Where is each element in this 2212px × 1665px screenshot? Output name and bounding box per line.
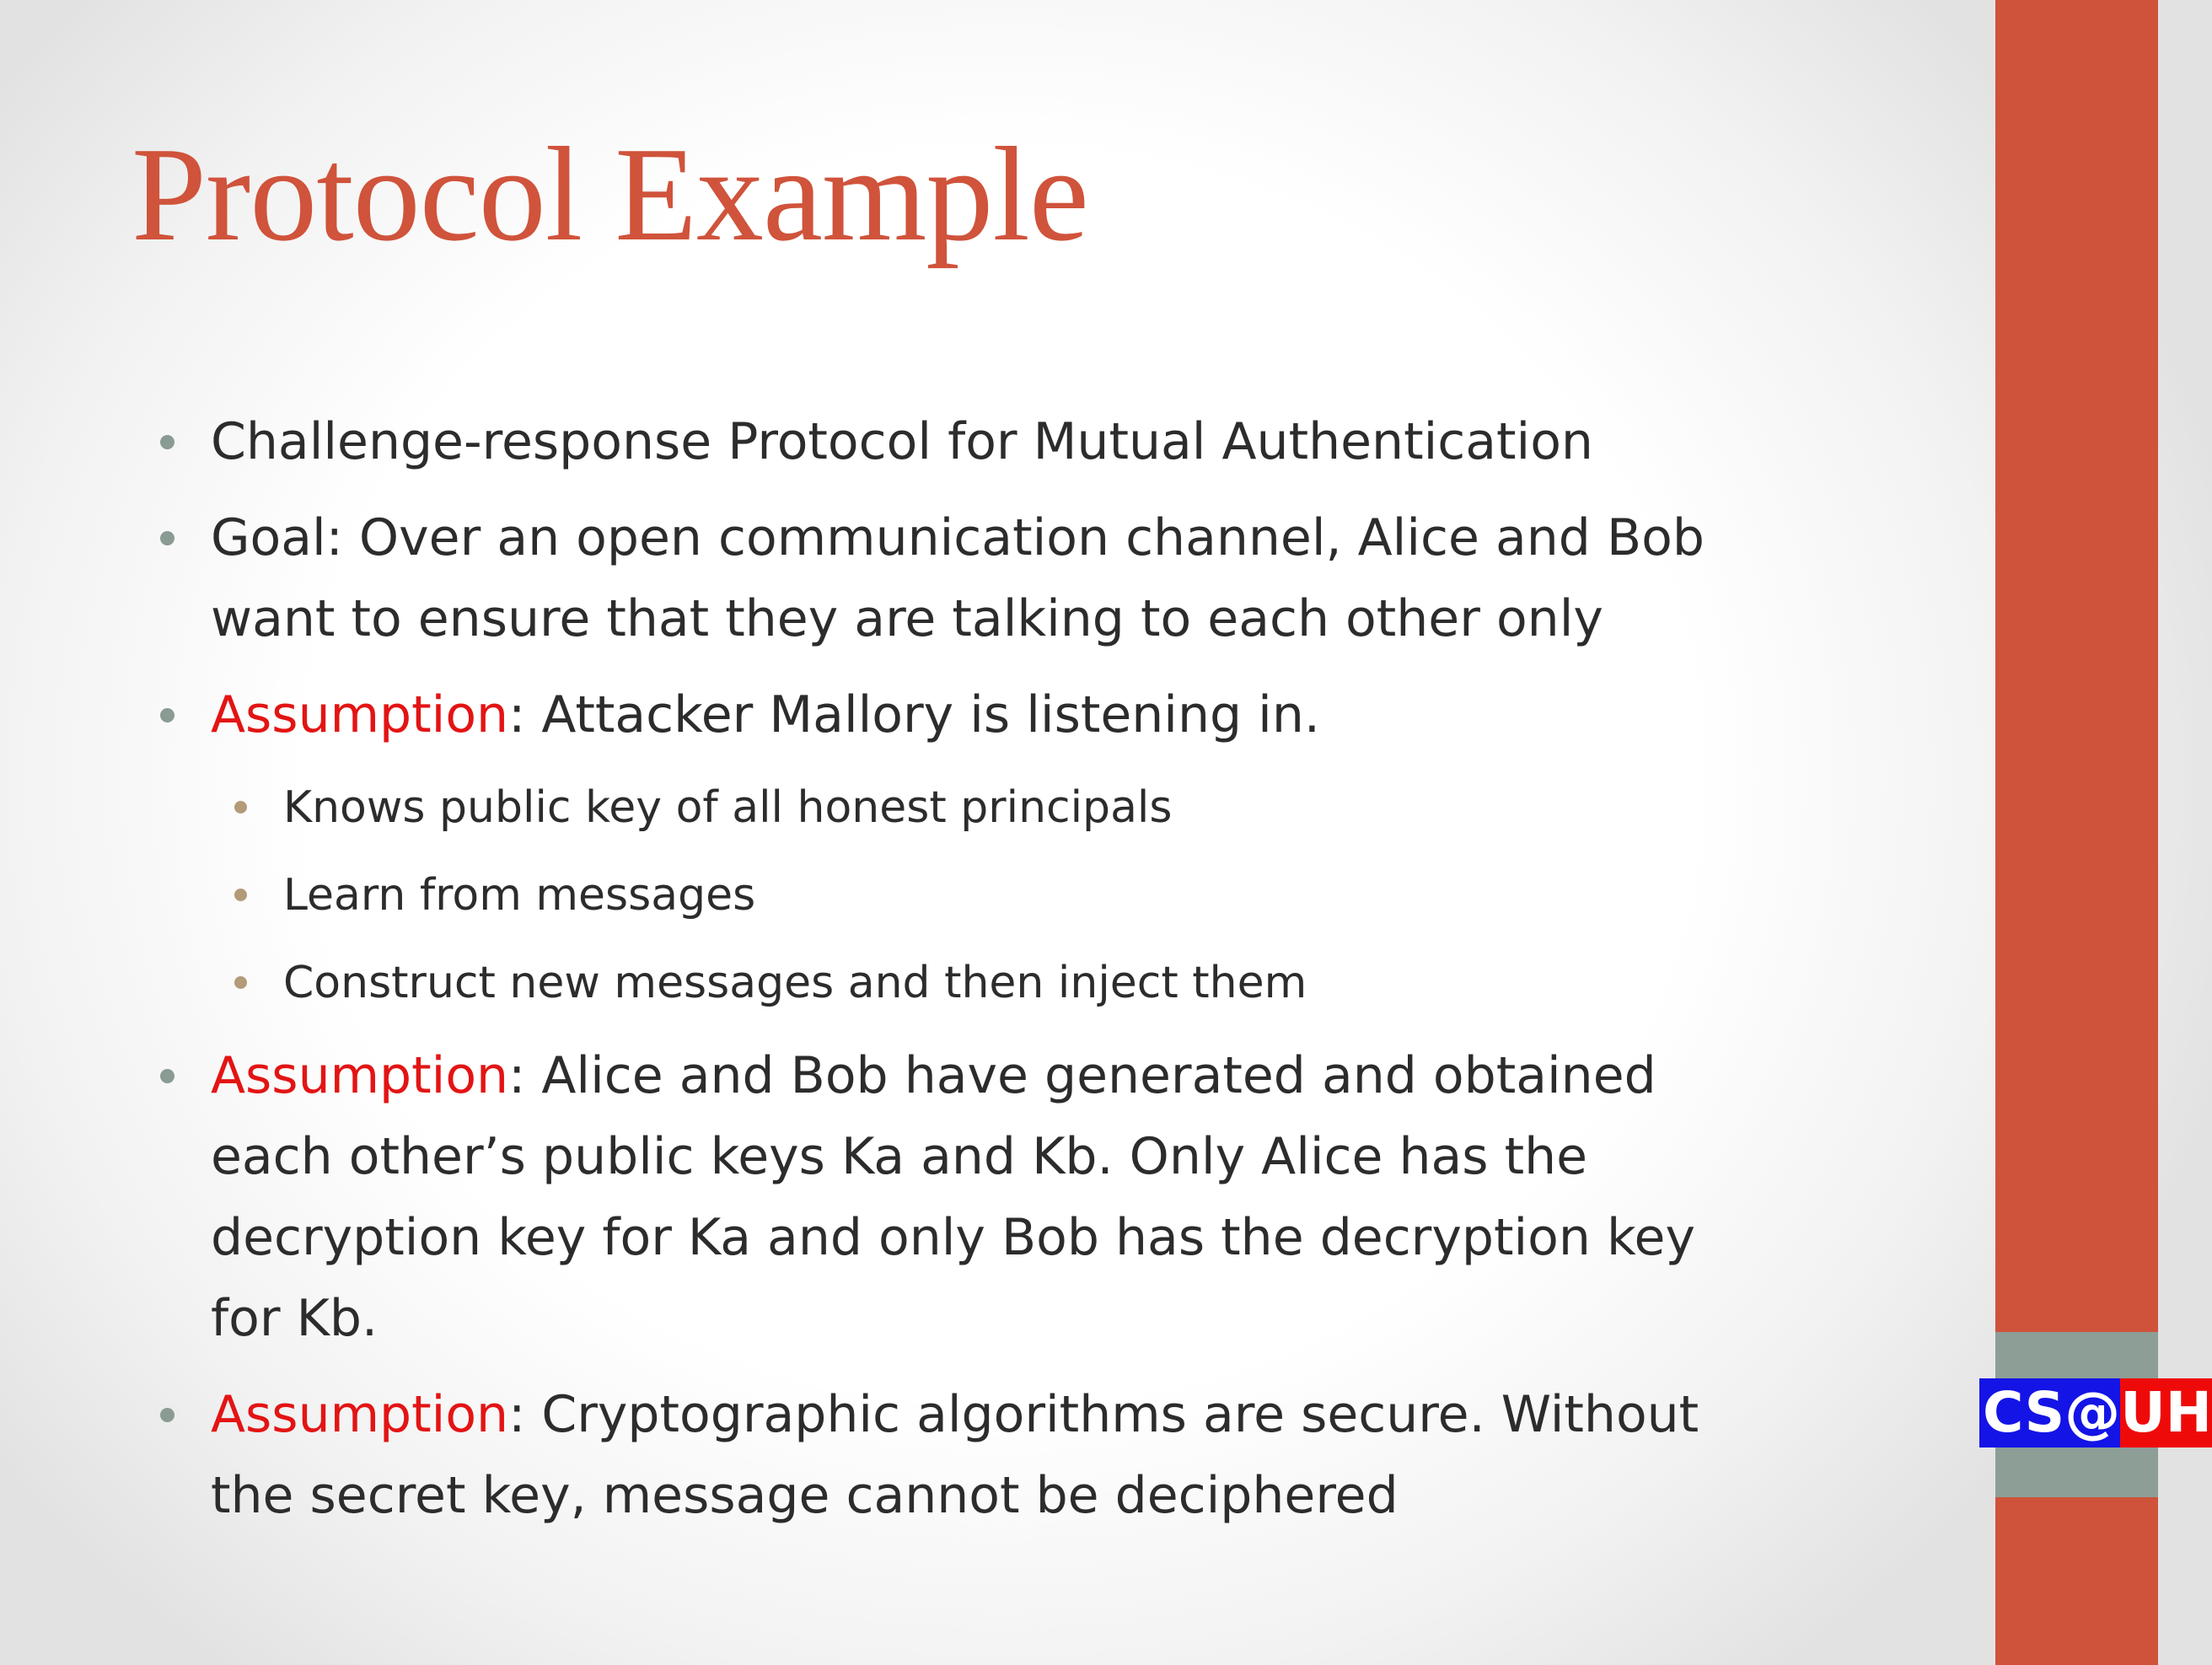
bullet-text: each other’s public keys Ka and Kb. Only Alice has the bbox=[211, 1127, 1588, 1186]
bullet-item bbox=[211, 401, 1593, 482]
assumption-label: Assumption bbox=[211, 1385, 509, 1444]
bullet-dot-icon bbox=[160, 708, 174, 722]
sub-bullet-dot-icon bbox=[234, 889, 247, 901]
bullet-item bbox=[211, 1374, 1699, 1455]
bullet-dot-icon bbox=[160, 1069, 174, 1083]
bullet-item bbox=[211, 674, 1320, 755]
sub-bullet-item bbox=[283, 851, 755, 939]
bullet-text: Challenge-response Protocol for Mutual Authentication bbox=[211, 412, 1593, 471]
bullet-item bbox=[211, 497, 1705, 578]
sub-bullet-item bbox=[283, 939, 1307, 1027]
sub-bullet-text: Construct new messages and then inject them bbox=[283, 958, 1307, 1008]
bullet-continuation bbox=[211, 578, 1603, 659]
bullet-text: : Attacker Mallory is listening in. bbox=[508, 685, 1320, 744]
bullet-text: Goal: Over an open communication channel, Alice and Bob bbox=[211, 508, 1705, 567]
assumption-label: Assumption bbox=[211, 685, 509, 744]
bullet-dot-icon bbox=[160, 435, 174, 449]
sub-bullet-text: Knows public key of all honest principals bbox=[283, 782, 1173, 833]
bullet-text: for Kb. bbox=[211, 1289, 379, 1348]
logo-right-part: UH bbox=[2120, 1378, 2212, 1447]
bullet-continuation bbox=[211, 1278, 378, 1359]
bullet-text: : Alice and Bob have generated and obtained bbox=[508, 1046, 1656, 1105]
bullet-text: : Cryptographic algorithms are secure. Without bbox=[508, 1385, 1699, 1444]
bullet-text: decryption key for Ka and only Bob has the decryption key bbox=[211, 1208, 1695, 1267]
bullet-item bbox=[211, 1035, 1656, 1116]
sub-bullet-text: Learn from messages bbox=[283, 870, 756, 921]
slide-title: Protocol Example bbox=[132, 119, 1088, 269]
logo-left-part: CS@ bbox=[1979, 1378, 2120, 1447]
bullet-continuation bbox=[211, 1116, 1587, 1197]
bullet-text: the secret key, message cannot be deciphered bbox=[211, 1466, 1399, 1525]
sub-bullet-dot-icon bbox=[234, 801, 247, 814]
bullet-text: want to ensure that they are talking to each other only bbox=[211, 589, 1603, 648]
sub-bullet-dot-icon bbox=[234, 976, 247, 989]
cs-uh-logo bbox=[1979, 1378, 2212, 1447]
bullet-continuation bbox=[211, 1197, 1695, 1278]
bullet-dot-icon bbox=[160, 531, 174, 545]
bullet-dot-icon bbox=[160, 1408, 174, 1422]
assumption-label: Assumption bbox=[211, 1046, 509, 1105]
bullet-continuation bbox=[211, 1455, 1399, 1536]
sub-bullet-item bbox=[283, 764, 1172, 851]
